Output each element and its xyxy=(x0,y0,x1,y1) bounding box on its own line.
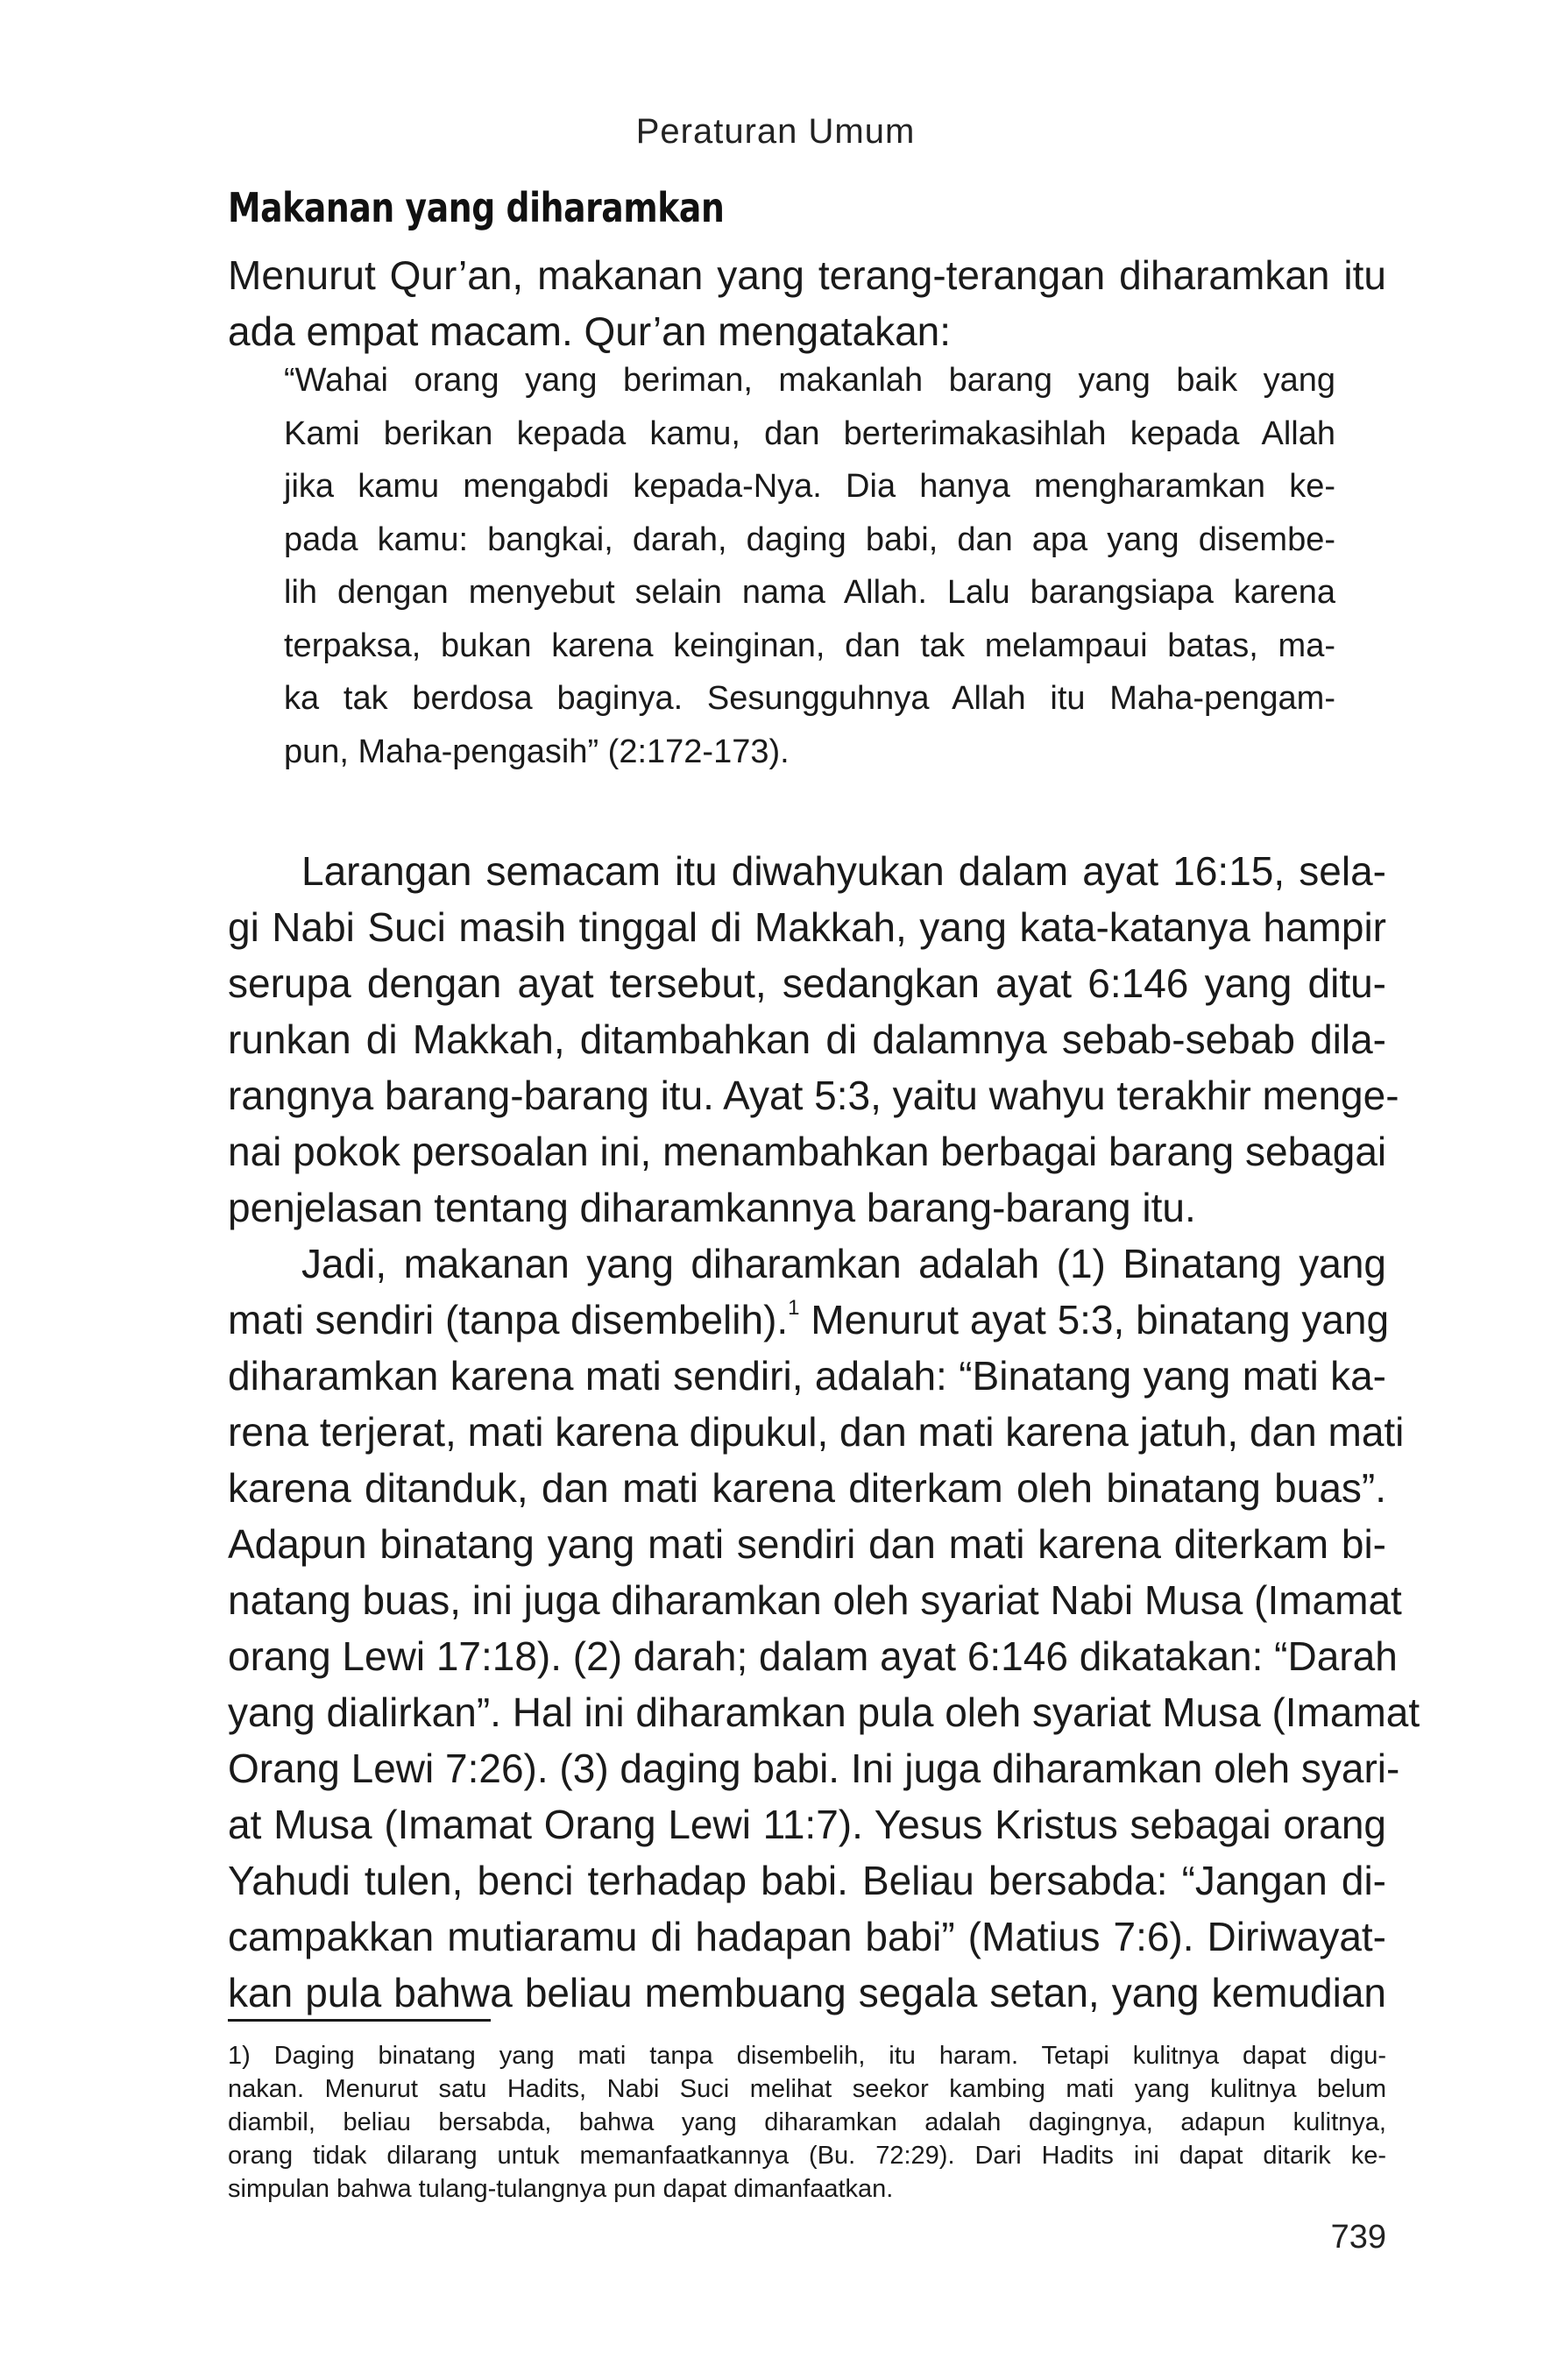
footnote-line: simpulan bahwa tulang-tulangnya pun dapat dimanfaatkan. xyxy=(228,2175,894,2203)
text-line: ada empat macam. Qur’an mengatakan: xyxy=(228,308,952,354)
paragraph-2 xyxy=(228,1236,1420,2021)
text-line: Jadi, makanan yang diharamkan adalah (1) Binatang yang xyxy=(301,1241,1386,1286)
intro-text xyxy=(228,247,1386,359)
text-segment: mati sendiri (tanpa disembelih). xyxy=(228,1297,789,1342)
quote-line: pada kamu: bangkai, darah, daging babi, dan apa yang disembe- xyxy=(284,521,1335,558)
text-line: yang dialirkan”. Hal ini diharamkan pula oleh syariat Musa (Imamat xyxy=(228,1689,1420,1735)
text-line: nai pokok persoalan ini, menambahkan berbagai barang sebagai xyxy=(228,1129,1387,1174)
text-line: at Musa (Imamat Orang Lewi 11:7). Yesus Kristus sebagai orang xyxy=(228,1802,1386,1847)
text-line: kan pula bahwa beliau membuang segala setan, yang kemudian xyxy=(228,1970,1386,2015)
footnote-line: 1) Daging binatang yang mati tanpa disembelih, itu haram. Tetapi kulitnya dapat digu- xyxy=(228,2042,1386,2070)
text-line: serupa dengan ayat tersebut, sedangkan ayat 6:146 yang ditu- xyxy=(228,960,1386,1006)
text-line: rangnya barang-barang itu. Ayat 5:3, yaitu wahyu terakhir menge- xyxy=(228,1073,1399,1118)
paragraph-1 xyxy=(228,843,1399,1236)
quote-line: Kami berikan kepada kamu, dan berterimakasihlah kepada Allah xyxy=(284,414,1335,452)
text-line: Yahudi tulen, benci terhadap babi. Beliau bersabda: “Jangan di- xyxy=(228,1858,1386,1903)
quote-line: lih dengan menyebut selain nama Allah. Lalu barangsiapa karena xyxy=(284,574,1335,611)
quote-line: jika kamu mengabdi kepada-Nya. Dia hanya mengharamkan ke- xyxy=(284,468,1335,505)
text-line: penjelasan tentang diharamkannya barang-barang itu. xyxy=(228,1185,1196,1230)
footnote-reference[interactable]: 1 xyxy=(788,1296,800,1320)
text-line: Menurut Qur’an, makanan yang terang-terangan diharamkan itu xyxy=(228,252,1386,298)
quote-line: ka tak berdosa baginya. Sesungguhnya Allah itu Maha-pengam- xyxy=(284,680,1335,717)
footnote-line: diambil, beliau bersabda, bahwa yang diharamkan adalah dagingnya, adapun kulitnya, xyxy=(228,2108,1386,2136)
text-line: runkan di Makkah, ditambahkan di dalamnya sebab-sebab dila- xyxy=(228,1016,1386,1062)
text-line: rena terjerat, mati karena dipukul, dan mati karena jatuh, dan mati xyxy=(228,1409,1405,1455)
text-line: gi Nabi Suci masih tinggal di Makkah, yang kata-katanya hampir xyxy=(228,904,1386,950)
quran-quote xyxy=(284,354,1335,778)
text-line: campakkan mutiaramu di hadapan babi” (Matius 7:6). Diriwayat- xyxy=(228,1914,1386,1959)
text-line: natang buas, ini juga diharamkan oleh syariat Nabi Musa (Imamat xyxy=(228,1577,1402,1623)
text-line: Adapun binatang yang mati sendiri dan mati karena diterkam bi- xyxy=(228,1521,1386,1567)
footnote xyxy=(228,2039,1386,2206)
page-number: 739 xyxy=(1330,2219,1386,2256)
running-head: Peraturan Umum xyxy=(635,112,916,151)
section-title: Makanan yang diharamkan xyxy=(228,184,725,231)
text-line: Orang Lewi 7:26). (3) daging babi. Ini juga diharamkan oleh syari- xyxy=(228,1746,1400,1791)
quote-line: pun, Maha-pengasih” (2:172-173). xyxy=(284,733,790,770)
footnote-divider xyxy=(228,2019,491,2022)
text-line: karena ditanduk, dan mati karena diterkam oleh binatang buas”. xyxy=(228,1465,1386,1511)
text-line: Larangan semacam itu diwahyukan dalam ayat 16:15, sela- xyxy=(301,848,1386,894)
text-line: orang Lewi 17:18). (2) darah; dalam ayat 6:146 dikatakan: “Darah xyxy=(228,1633,1398,1679)
quote-line: “Wahai orang yang beriman, makanlah barang yang baik yang xyxy=(284,362,1335,399)
footnote-line: nakan. Menurut satu Hadits, Nabi Suci melihat seekor kambing mati yang kulitnya belum xyxy=(228,2075,1386,2103)
text-line xyxy=(228,1292,1390,1348)
text-line: diharamkan karena mati sendiri, adalah: “Binatang yang mati ka- xyxy=(228,1353,1386,1399)
text-segment: Menurut ayat 5:3, binatang yang xyxy=(799,1297,1390,1342)
footnote-line: orang tidak dilarang untuk memanfaatkannya (Bu. 72:29). Dari Hadits ini dapat ditarik ke- xyxy=(228,2142,1386,2170)
quote-line: terpaksa, bukan karena keinginan, dan tak melampaui batas, ma- xyxy=(284,627,1335,664)
